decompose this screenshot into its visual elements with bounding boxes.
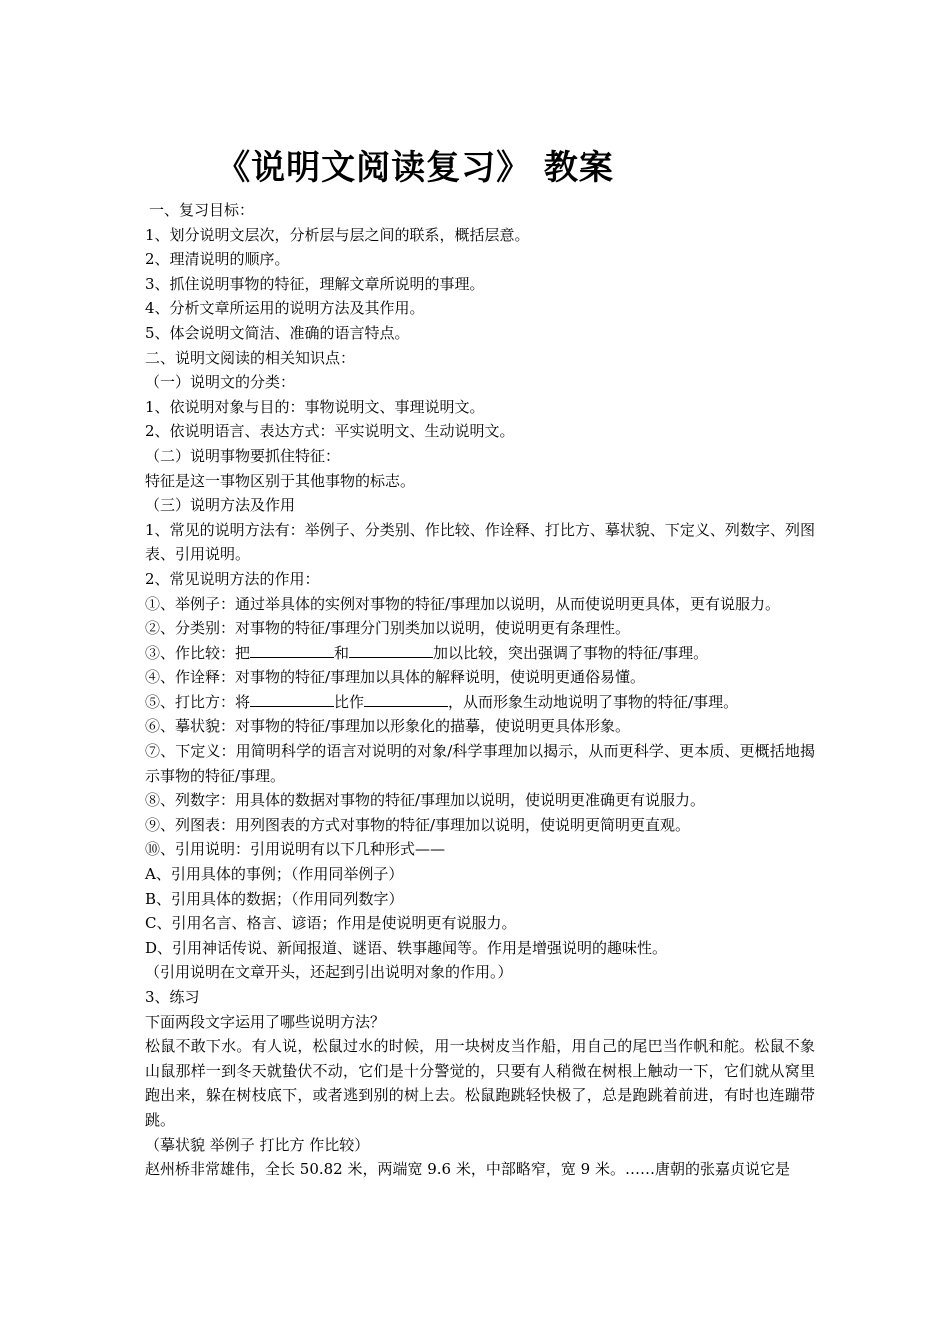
paragraph-line: A、引用具体的事例；（作用同举例子） <box>145 865 404 884</box>
paragraph-line: C、引用名言、格言、谚语；作用是使说明更有说服力。 <box>145 914 517 933</box>
paragraph-line: ①、举例子：通过举具体的实例对事物的特征/事理加以说明，从而使说明更具体，更有说服力。 <box>145 594 781 613</box>
text-fragment: 加以比较，突出强调了事物的特征/事理。 <box>433 643 709 662</box>
fill-blank <box>364 692 448 707</box>
paragraph-line: 4、分析文章所运用的说明方法及其作用。 <box>145 299 425 318</box>
paragraph-line: 下面两段文字运用了哪些说明方法？ <box>145 1012 386 1031</box>
text-fragment: ③、作比较：把 <box>145 643 251 662</box>
paragraph-line: 2、理清说明的顺序。 <box>145 250 290 269</box>
subsection-heading: （三）说明方法及作用 <box>145 496 296 515</box>
paragraph-line: 特征是这一事物区别于其他事物的标志。 <box>145 471 416 490</box>
paragraph-line: 松鼠不敢下水。有人说，松鼠过水的时候，用一块树皮当作船，用自己的尾巴当作帆和舵。松鼠不象山鼠那样一到冬天就蛰伏不动，它们是十分警觉的，只要有人稍微在树根上触动一下，它们就从窝里跑出来，躲在树枝底下，或者逃到别的树上去。松鼠跑跳轻快极了，总是跑跳着前进，有时也连蹦带跳。 <box>145 1037 815 1129</box>
fill-blank <box>250 643 334 658</box>
paragraph-line: ⑨、列图表：用列图表的方式对事物的特征/事理加以说明，使说明更简明更直观。 <box>145 815 691 834</box>
text-fragment: 比作 <box>334 692 365 711</box>
paragraph-line: 3、练习 <box>145 988 200 1006</box>
fill-blank <box>349 643 433 658</box>
paragraph-line: ⑩、引用说明：引用说明有以下几种形式—— <box>145 840 446 859</box>
subsection-heading: （二）说明事物要抓住特征： <box>145 446 341 465</box>
section-heading: 一、复习目标： <box>149 201 255 219</box>
paragraph-line: 3、抓住说明事物的特征，理解文章所说明的事理。 <box>145 274 485 293</box>
paragraph-line: ⑧、列数字：用具体的数据对事物的特征/事理加以说明，使说明更准确更有说服力。 <box>145 791 706 810</box>
paragraph-line: ⑥、摹状貌：对事物的特征/事理加以形象化的描摹，使说明更具体形象。 <box>145 717 631 736</box>
paragraph-line: D、引用神话传说、新闻报道、谜语、轶事趣闻等。作用是增强说明的趣味性。 <box>145 938 668 957</box>
paragraph-line <box>145 641 815 666</box>
paragraph-line <box>145 690 815 715</box>
document-body <box>145 198 815 1182</box>
document-title: 《说明文阅读复习》 教案 <box>216 148 614 188</box>
paragraph-line: B、引用具体的数据；（作用同列数字） <box>145 889 404 908</box>
paragraph-line: 2、常见说明方法的作用： <box>145 569 320 588</box>
paragraph-line: ④、作诠释：对事物的特征/事理加以具体的解释说明，使说明更通俗易懂。 <box>145 668 646 687</box>
section-heading: 二、说明文阅读的相关知识点： <box>145 348 356 367</box>
paragraph-line: ②、分类别：对事物的特征/事理分门别类加以说明，使说明更有条理性。 <box>145 619 631 638</box>
paragraph-line: 1、常见的说明方法有：举例子、分类别、作比较、作诠释、打比方、摹状貌、下定义、列数字、列图表、引用说明。 <box>145 520 815 564</box>
paragraph-line: ⑦、下定义：用简明科学的语言对说明的对象/科学事理加以揭示，从而更科学、更本质、更概括地揭示事物的特征/事理。 <box>145 742 815 785</box>
subsection-heading: （一）说明文的分类： <box>145 373 296 392</box>
paragraph-line: 1、依说明对象与目的：事物说明文、事理说明文。 <box>145 397 485 416</box>
text-fragment: ⑤、打比方：将 <box>145 692 251 711</box>
paragraph-line: 1、划分说明文层次，分析层与层之间的联系，概括层意。 <box>145 225 530 244</box>
paragraph-line: （摹状貌 举例子 打比方 作比较） <box>145 1135 370 1154</box>
paragraph-line: （引用说明在文章开头，还起到引出说明对象的作用。） <box>145 963 513 982</box>
text-fragment: ，从而形象生动地说明了事物的特征/事理。 <box>448 692 739 711</box>
text-fragment: 和 <box>334 643 350 662</box>
fill-blank <box>250 692 334 707</box>
paragraph-line: 5、体会说明文简洁、准确的语言特点。 <box>145 323 410 342</box>
paragraph-line: 2、依说明语言、表达方式：平实说明文、生动说明文。 <box>145 422 515 441</box>
paragraph-line: 赵州桥非常雄伟，全长 50.82 米，两端宽 9.6 米，中部略窄，宽 9 米。……唐朝的张嘉贞说它是 <box>145 1160 790 1179</box>
